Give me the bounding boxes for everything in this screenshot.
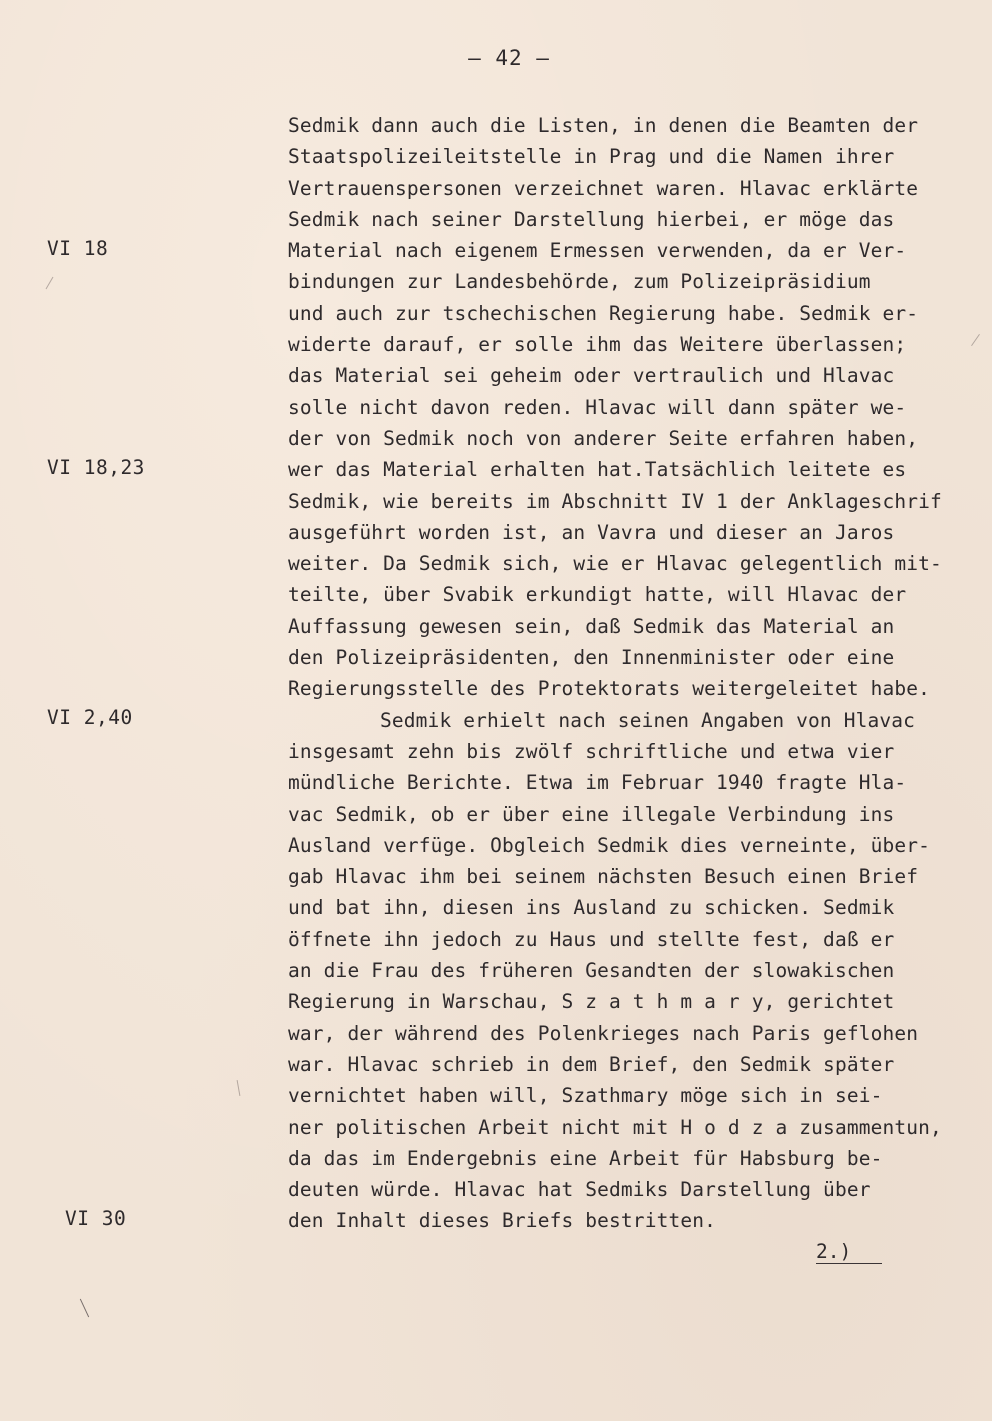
text-line: widerte darauf, er solle ihm das Weitere überlassen; [288,333,907,357]
text-line: Sedmik dann auch die Listen, in denen die Beamten der [288,114,919,137]
text-line: ner politischen Arbeit nicht mit H o d z a zusammentun, [288,1115,942,1139]
continuation-underline [816,1263,882,1264]
text-line: insgesamt zehn bis zwölf schriftliche und etwa vier [288,739,895,763]
text-line: war. Hlavac schrieb in dem Brief, den Sedmik später [288,1052,895,1076]
text-line: gab Hlavac ihm bei seinem nächsten Besuch einen Brief [288,865,919,889]
body-text [288,110,992,1237]
pencil-mark [237,1080,241,1096]
margin-note: VI 2,40 [47,706,133,729]
text-line: an die Frau des früheren Gesandten der slowakischen [288,959,895,983]
page-number: — 42 — [468,46,550,70]
margin-note: VI 18,23 [47,456,145,479]
text-line: vernichtet haben will, Szathmary möge sich in sei- [288,1084,883,1108]
text-line: öffnete ihn jedoch zu Haus und stellte fest, daß er [288,927,895,951]
margin-note: VI 18 [47,237,109,260]
text-line: den Inhalt dieses Briefs bestritten. [288,1209,717,1233]
text-line: und bat ihn, diesen ins Ausland zu schicken. Sedmik [288,896,895,920]
text-line: weiter. Da Sedmik sich, wie er Hlavac gelegentlich mit- [288,552,942,576]
text-line: Sedmik, wie bereits im Abschnitt IV 1 der Anklageschrif [288,489,942,513]
margin-note: VI 30 [65,1207,127,1230]
text-line: Vertrauenspersonen verzeichnet waren. Hlavac erklärte [288,176,919,200]
text-line: wer das Material erhalten hat.Tatsächlich leitete es [288,458,907,482]
text-line: war, der während des Polenkrieges nach Paris geflohen [288,1021,919,1045]
text-line: Ausland verfüge. Obgleich Sedmik dies verneinte, über- [288,833,931,857]
text-line: mündliche Berichte. Etwa im Februar 1940 fragte Hla- [288,771,907,795]
text-line: der von Sedmik noch von anderer Seite erfahren haben, [288,426,919,450]
pencil-mark [46,277,54,290]
text-line: Auffassung gewesen sein, daß Sedmik das Material an [288,614,895,638]
text-line: Regierungsstelle des Protektorats weitergeleitet habe. [288,677,931,701]
text-line: Regierung in Warschau, S z a t h m a r y, gerichtet [288,990,895,1014]
text-line: solle nicht davon reden. Hlavac will dann später we- [288,395,907,419]
text-line: ausgeführt worden ist, an Vavra und dieser an Jaros [288,520,895,544]
text-line: und auch zur tschechischen Regierung habe. Sedmik er- [288,301,919,325]
text-line: das Material sei geheim oder vertraulich und Hlavac [288,364,895,388]
text-line: Material nach eigenem Ermessen verwenden, da er Ver- [288,239,907,263]
text-line: da das im Endergebnis eine Arbeit für Habsburg be- [288,1146,883,1170]
pencil-mark [80,1299,89,1318]
text-line: Sedmik erhielt nach seinen Angaben von Hlavac [380,708,916,732]
text-line: vac Sedmik, ob er über eine illegale Verbindung ins [288,802,895,826]
text-line: den Polizeipräsidenten, den Innenminister oder eine [288,646,895,670]
continuation-marker: 2.) [816,1240,852,1263]
text-line: deuten würde. Hlavac hat Sedmiks Darstellung über [288,1178,871,1202]
text-line: teilte, über Svabik erkundigt hatte, will Hlavac der [288,583,907,607]
text-line: bindungen zur Landesbehörde, zum Polizeipräsidium [288,270,871,294]
text-line: Sedmik nach seiner Darstellung hierbei, er möge das [288,207,895,231]
text-line: Staatspolizeileitstelle in Prag und die Namen ihrer [288,145,895,169]
